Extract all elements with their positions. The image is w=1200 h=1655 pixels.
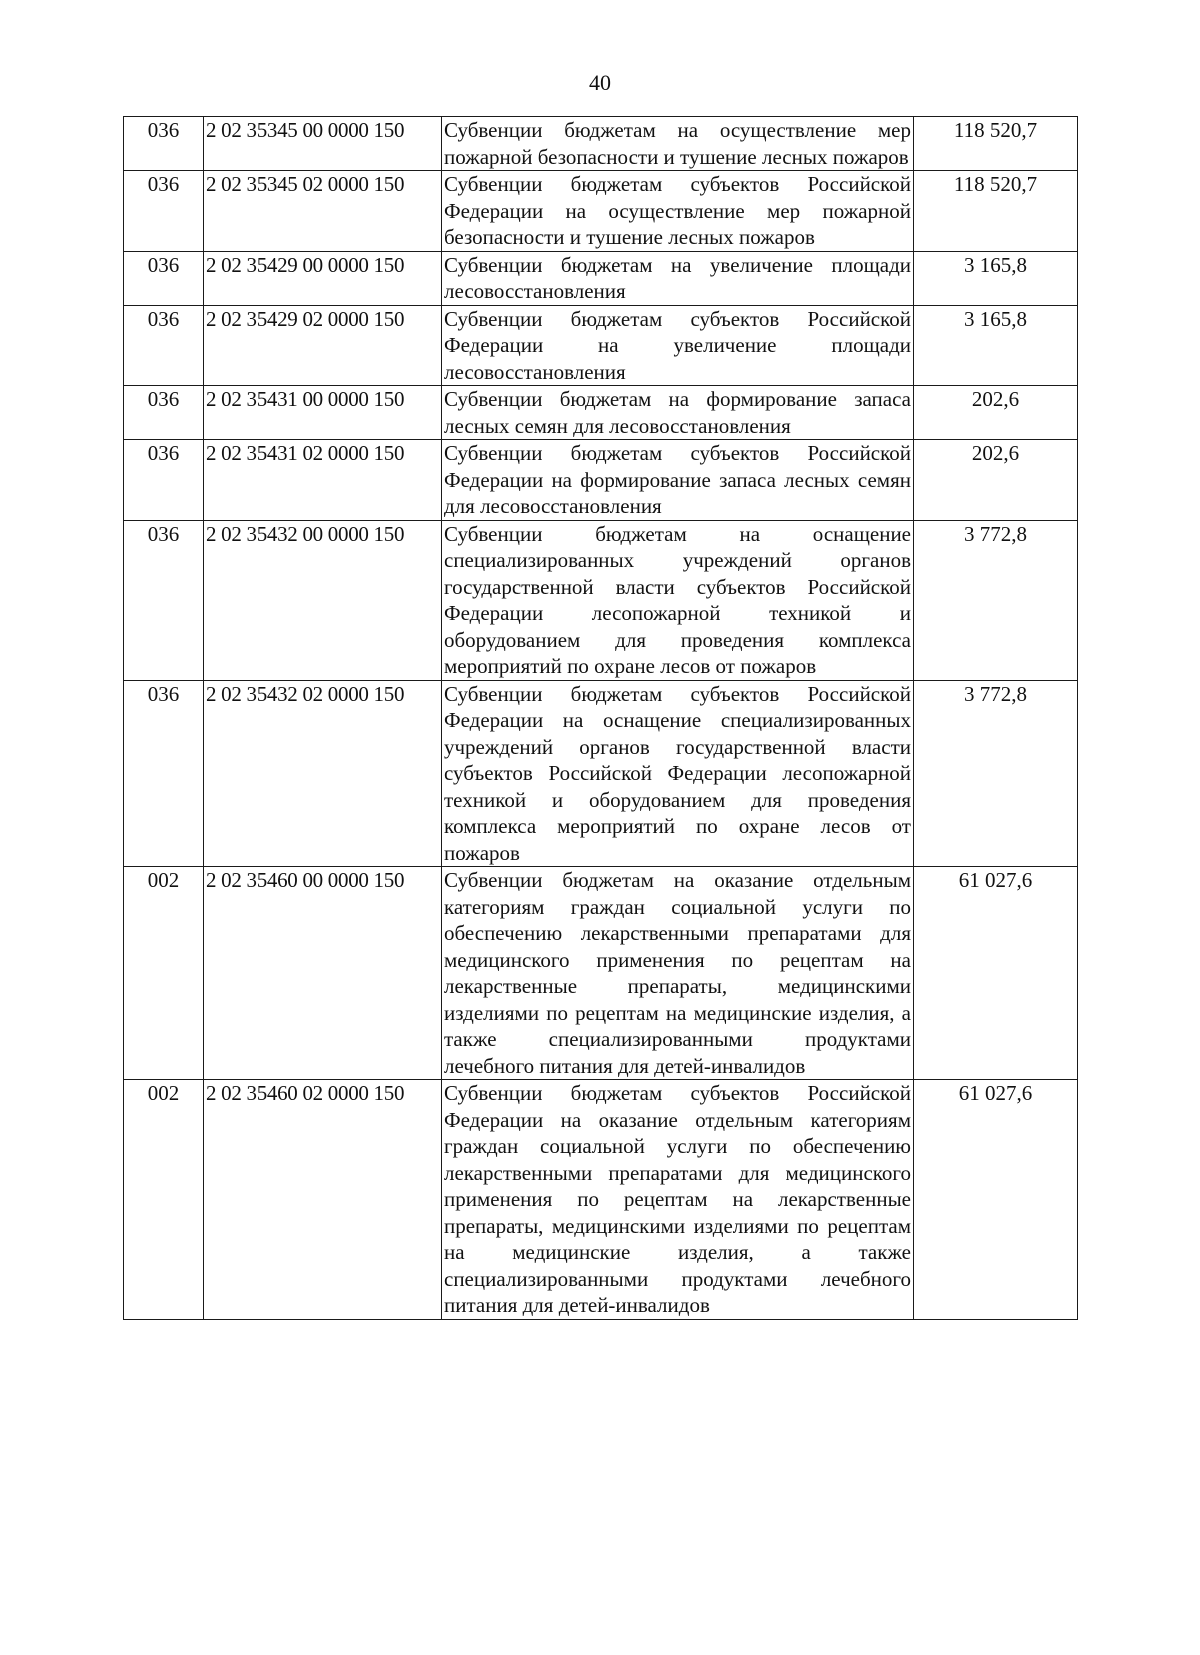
admin-code-cell: 036 <box>124 440 204 521</box>
amount-cell: 3 165,8 <box>914 251 1078 305</box>
amount-cell: 118 520,7 <box>914 171 1078 252</box>
amount-cell: 202,6 <box>914 440 1078 521</box>
table-row <box>124 867 1078 1080</box>
budget-code-cell: 2 02 35460 02 0000 150 <box>204 1080 442 1320</box>
table-row <box>124 305 1078 386</box>
table-row <box>124 171 1078 252</box>
amount-cell: 61 027,6 <box>914 867 1078 1080</box>
budget-code-cell: 2 02 35431 00 0000 150 <box>204 386 442 440</box>
table-row <box>124 680 1078 867</box>
revenue-name-cell: Субвенции бюджетам на увеличение площади лесовосстановления <box>442 251 914 305</box>
revenue-table <box>123 116 1078 1320</box>
revenue-name-cell: Субвенции бюджетам на формирование запаса лесных семян для лесовосстановления <box>442 386 914 440</box>
admin-code-cell: 036 <box>124 117 204 171</box>
table-row <box>124 251 1078 305</box>
budget-code-cell: 2 02 35429 00 0000 150 <box>204 251 442 305</box>
table-row <box>124 117 1078 171</box>
budget-code-cell: 2 02 35432 00 0000 150 <box>204 520 442 680</box>
budget-code-cell: 2 02 35429 02 0000 150 <box>204 305 442 386</box>
revenue-name-cell: Субвенции бюджетам субъектов Российской Федерации на осуществление мер пожарной безопасности и тушение лесных пожаров <box>442 171 914 252</box>
revenue-name-cell: Субвенции бюджетам субъектов Российской Федерации на оснащение специализированных учреждений органов государственной власти субъектов Российской Федерации лесопожарной техникой и оборудованием для проведения комплекса мероприятий по охране лесов от пожаров <box>442 680 914 867</box>
amount-cell: 3 772,8 <box>914 520 1078 680</box>
amount-cell: 3 165,8 <box>914 305 1078 386</box>
amount-cell: 202,6 <box>914 386 1078 440</box>
budget-code-cell: 2 02 35460 00 0000 150 <box>204 867 442 1080</box>
admin-code-cell: 036 <box>124 305 204 386</box>
budget-code-cell: 2 02 35432 02 0000 150 <box>204 680 442 867</box>
amount-cell: 118 520,7 <box>914 117 1078 171</box>
table-row <box>124 1080 1078 1320</box>
amount-cell: 61 027,6 <box>914 1080 1078 1320</box>
admin-code-cell: 036 <box>124 251 204 305</box>
revenue-name-cell: Субвенции бюджетам на оказание отдельным категориям граждан социальной услуги по обеспечению лекарственными препаратами для медицинского применения по рецептам на лекарственные препараты, медицинскими изделиями по рецептам на медицинские изделия, а также специализированными продуктами лечебного питания для детей-инвалидов <box>442 867 914 1080</box>
admin-code-cell: 002 <box>124 1080 204 1320</box>
budget-code-cell: 2 02 35431 02 0000 150 <box>204 440 442 521</box>
admin-code-cell: 036 <box>124 386 204 440</box>
admin-code-cell: 002 <box>124 867 204 1080</box>
revenue-name-cell: Субвенции бюджетам на осуществление мер пожарной безопасности и тушение лесных пожаров <box>442 117 914 171</box>
table-row <box>124 440 1078 521</box>
page-number: 40 <box>589 70 611 95</box>
revenue-name-cell: Субвенции бюджетам на оснащение специализированных учреждений органов государственной власти субъектов Российской Федерации лесопожарной техникой и оборудованием для проведения комплекса мероприятий по охране лесов от пожаров <box>442 520 914 680</box>
table-row <box>124 386 1078 440</box>
amount-cell: 3 772,8 <box>914 680 1078 867</box>
table-row <box>124 520 1078 680</box>
revenue-name-cell: Субвенции бюджетам субъектов Российской Федерации на увеличение площади лесовосстановления <box>442 305 914 386</box>
admin-code-cell: 036 <box>124 171 204 252</box>
admin-code-cell: 036 <box>124 520 204 680</box>
admin-code-cell: 036 <box>124 680 204 867</box>
revenue-name-cell: Субвенции бюджетам субъектов Российской Федерации на формирование запаса лесных семян для лесовосстановления <box>442 440 914 521</box>
budget-code-cell: 2 02 35345 02 0000 150 <box>204 171 442 252</box>
revenue-name-cell: Субвенции бюджетам субъектов Российской Федерации на оказание отдельным категориям граждан социальной услуги по обеспечению лекарственными препаратами для медицинского применения по рецептам на лекарственные препараты, медицинскими изделиями по рецептам на медицинские изделия, а также специализированными продуктами лечебного питания для детей-инвалидов <box>442 1080 914 1320</box>
budget-code-cell: 2 02 35345 00 0000 150 <box>204 117 442 171</box>
